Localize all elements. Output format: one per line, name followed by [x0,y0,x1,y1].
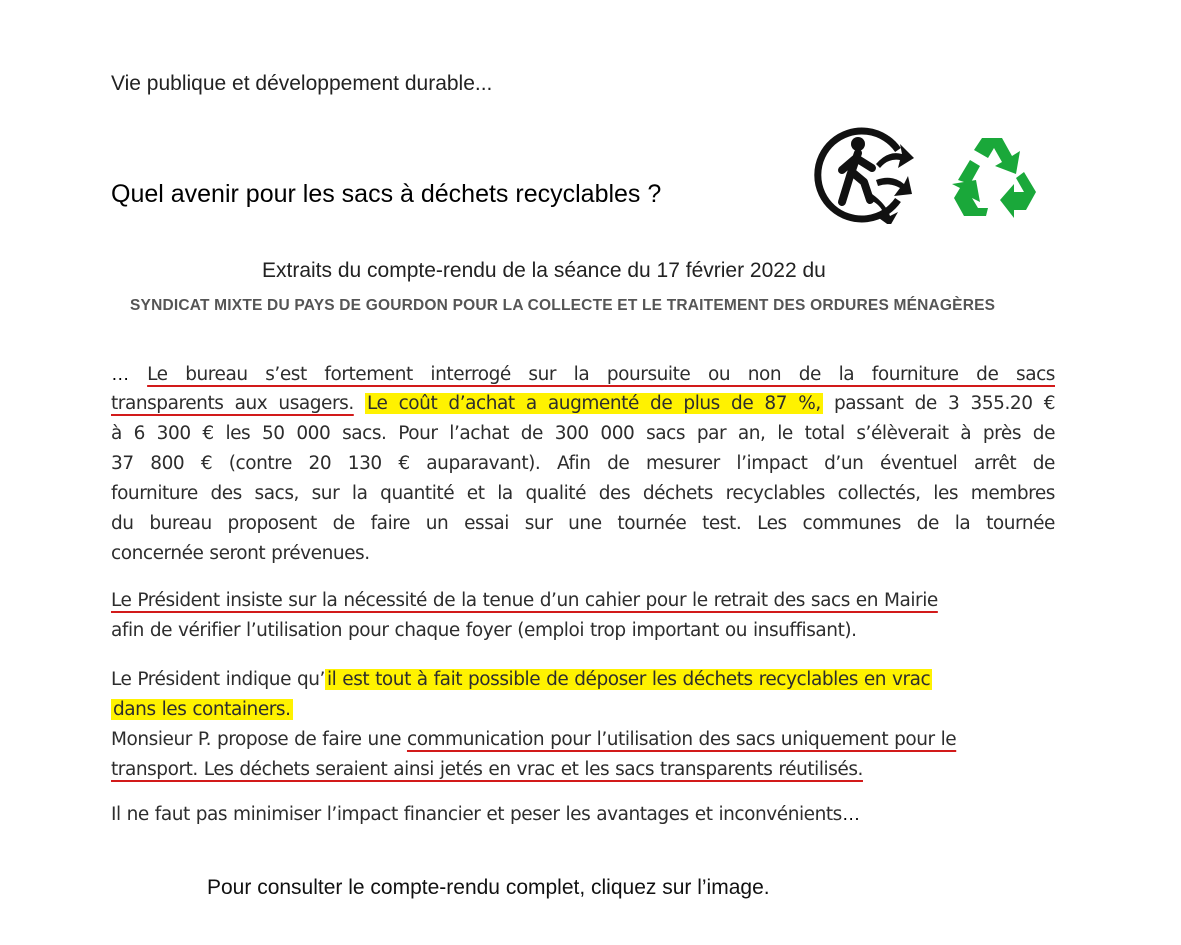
highlighted-text: Le coût d’achat a augmenté de plus de 87 %, [366,393,821,414]
paragraph-line: à 6 300 € les 50 000 sacs. Pour l’achat de 300 000 sacs par an, le total s’élèverait à près de [111,423,1055,444]
paragraph-line [111,665,1055,695]
underlined-text: Le bureau s’est fortement interrogé sur la poursuite ou non de la fourniture de sacs [147,364,1055,385]
highlighted-text: il est tout à fait possible de déposer les déchets recyclables en vrac [326,669,931,690]
full-report-link[interactable]: Pour consulter le compte-rendu complet, cliquez sur l’image. [207,876,770,899]
syndicate-name: SYNDICAT MIXTE DU PAYS DE GOURDON POUR LA COLLECTE ET LE TRAITEMENT DES ORDURES MÉNAGÈRES [130,297,996,314]
underlined-text: transparents aux usagers. [111,393,354,414]
paragraph-line: 37 800 € (contre 20 130 € auparavant). Afin de mesurer l’impact d’un éventuel arrêt de [111,453,1055,474]
page-title: Quel avenir pour les sacs à déchets recyclables ? [111,180,662,208]
triman-icon [812,124,916,224]
ellipsis-mark: … [841,803,861,824]
paragraph-line [111,725,1055,755]
ellipsis-mark: … [111,363,130,384]
excerpt-subtitle: Extraits du compte-rendu de la séance du 17 février 2022 du [262,259,826,282]
kicker-text: Vie publique et développement durable... [111,72,493,95]
highlighted-text: dans les containers. [113,699,291,720]
paragraph-line [111,359,1055,389]
line-text: Monsieur P. propose de faire une [111,729,407,750]
paragraph-line [111,755,1055,785]
line-text: passant de 3 355.20 € [833,393,1056,414]
underlined-text: Le Président insiste sur la nécessité de la tenue d’un cahier pour le retrait des sacs en Mairie [111,590,938,611]
paragraph-line [111,586,1055,616]
paragraph-line [111,695,1055,725]
paragraph-line: concernée seront prévenues. [111,543,370,564]
excerpt-paragraph-3 [111,665,1055,785]
excerpt-paragraph-1 [111,359,1055,569]
paragraph-line [111,389,1055,419]
recycle-icon [944,126,1048,226]
excerpt-paragraph-4 [111,799,1055,829]
excerpt-paragraph-2 [111,586,1055,646]
paragraph-line [111,799,1055,829]
underlined-text: transport. Les déchets seraient ainsi jetés en vrac et les sacs transparents réutilisés. [111,759,863,780]
line-text: Il ne faut pas minimiser l’impact financier et peser les avantages et inconvénients [111,804,842,825]
line-text: Le Président indique qu’ [111,669,325,690]
underlined-text: communication pour l’utilisation des sacs uniquement pour le [406,729,957,750]
paragraph-line: fourniture des sacs, sur la quantité et la qualité des déchets recyclables collectés, les membres [111,483,1055,504]
paragraph-line: du bureau proposent de faire un essai sur une tournée test. Les communes de la tournée [111,513,1055,534]
paragraph-line: afin de vérifier l’utilisation pour chaque foyer (emploi trop important ou insuffisant). [111,620,857,641]
